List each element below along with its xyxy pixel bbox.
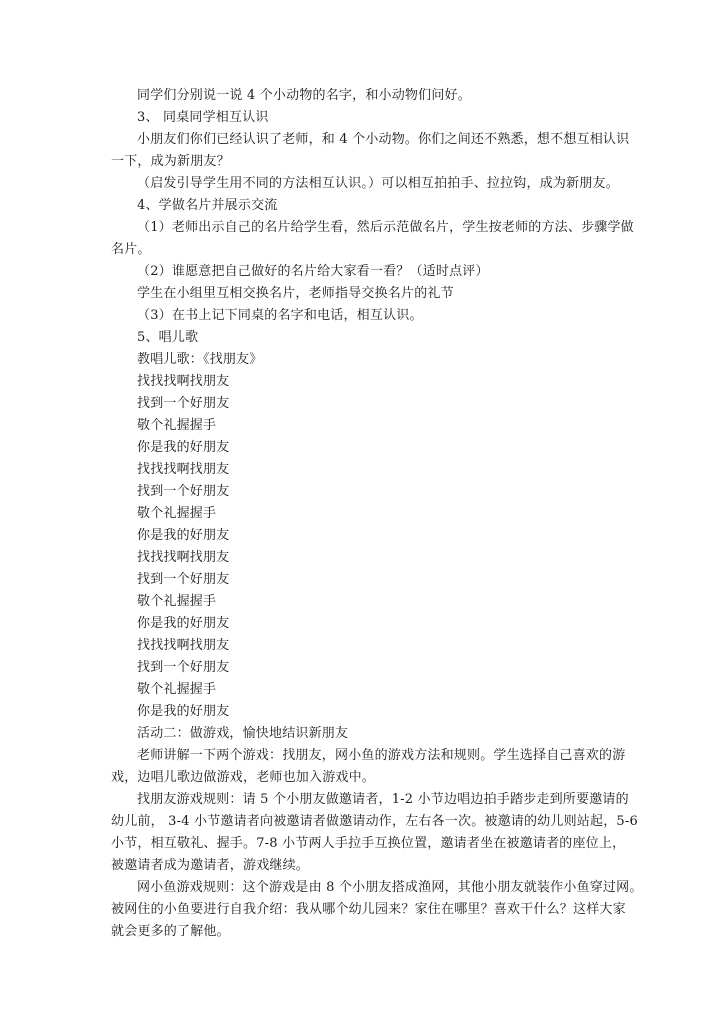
text-line: （3）在书上记下同桌的名字和电话，相互认识。 xyxy=(137,308,423,323)
song-line: 找到一个好朋友 xyxy=(137,660,230,675)
section-heading: 4、学做名片并展示交流 xyxy=(137,198,278,213)
section-heading: 5、唱儿歌 xyxy=(137,330,199,345)
text-line: 名片。 xyxy=(111,242,151,257)
text-line: 学生在小组里互相交换名片，老师指导交换名片的礼节 xyxy=(137,286,454,301)
song-line: 找找找啊找朋友 xyxy=(137,374,230,389)
text-line: 幼儿前， 3-4 小节邀请者向被邀请者做邀请动作，左右各一次。被邀请的幼儿则站起，5-6 xyxy=(111,814,638,829)
song-line: 你是我的好朋友 xyxy=(137,440,230,455)
song-line: 找找找啊找朋友 xyxy=(137,638,230,653)
section-heading: 3、 同桌同学相互认识 xyxy=(137,110,269,125)
section-heading: 活动二：做游戏，愉快地结识新朋友 xyxy=(137,726,349,741)
text-line: 一下，成为新朋友？ xyxy=(111,154,230,169)
song-line: 你是我的好朋友 xyxy=(137,704,230,719)
text-line: 同学们分别说一说 4 个小动物的名字，和小动物们问好。 xyxy=(137,88,471,103)
text-line: 戏，边唱儿歌边做游戏，老师也加入游戏中。 xyxy=(111,770,376,785)
text-line: 找朋友游戏规则：请 5 个小朋友做邀请者，1-2 小节边唱边拍手踏步走到所要邀请的 xyxy=(137,792,629,807)
song-line: 敬个礼握握手 xyxy=(137,418,217,433)
text-line: （启发引导学生用不同的方法相互认识。）可以相互拍拍手、拉拉钩，成为新朋友。 xyxy=(137,176,619,191)
song-line: 找找找啊找朋友 xyxy=(137,550,230,565)
song-line: 你是我的好朋友 xyxy=(137,528,230,543)
song-line: 找找找啊找朋友 xyxy=(137,462,230,477)
text-line: 教唱儿歌：《找朋友》 xyxy=(137,352,263,367)
text-line: 被邀请者成为邀请者，游戏继续。 xyxy=(111,858,310,873)
text-line: （2）谁愿意把自己做好的名片给大家看一看？（适时点评） xyxy=(137,264,489,279)
text-line: 老师讲解一下两个游戏：找朋友，网小鱼的游戏方法和规则。学生选择自己喜欢的游 xyxy=(137,748,626,763)
text-line: 网小鱼游戏规则：这个游戏是由 8 个小朋友搭成渔网，其他小朋友就装作小鱼穿过网。 xyxy=(137,880,643,895)
text-line: 小朋友们你们已经认识了老师，和 4 个小动物。你们之间还不熟悉，想不想互相认识 xyxy=(137,132,630,147)
song-line: 找到一个好朋友 xyxy=(137,396,230,411)
text-line: 就会更多的了解他。 xyxy=(111,924,230,939)
song-line: 你是我的好朋友 xyxy=(137,616,230,631)
text-line: （1）老师出示自己的名片给学生看，然后示范做名片，学生按老师的方法、步骤学做 xyxy=(137,220,634,235)
song-line: 敬个礼握握手 xyxy=(137,594,217,609)
text-line: 小节，相互敬礼、握手。7-8 小节两人手拉手互换位置，邀请者坐在被邀请者的座位上， xyxy=(111,836,626,851)
song-line: 找到一个好朋友 xyxy=(137,572,230,587)
song-line: 找到一个好朋友 xyxy=(137,484,230,499)
text-line: 被网住的小鱼要进行自我介绍：我从哪个幼儿园来？家住在哪里？喜欢干什么？这样大家 xyxy=(111,902,626,917)
song-line: 敬个礼握握手 xyxy=(137,682,217,697)
song-line: 敬个礼握握手 xyxy=(137,506,217,521)
